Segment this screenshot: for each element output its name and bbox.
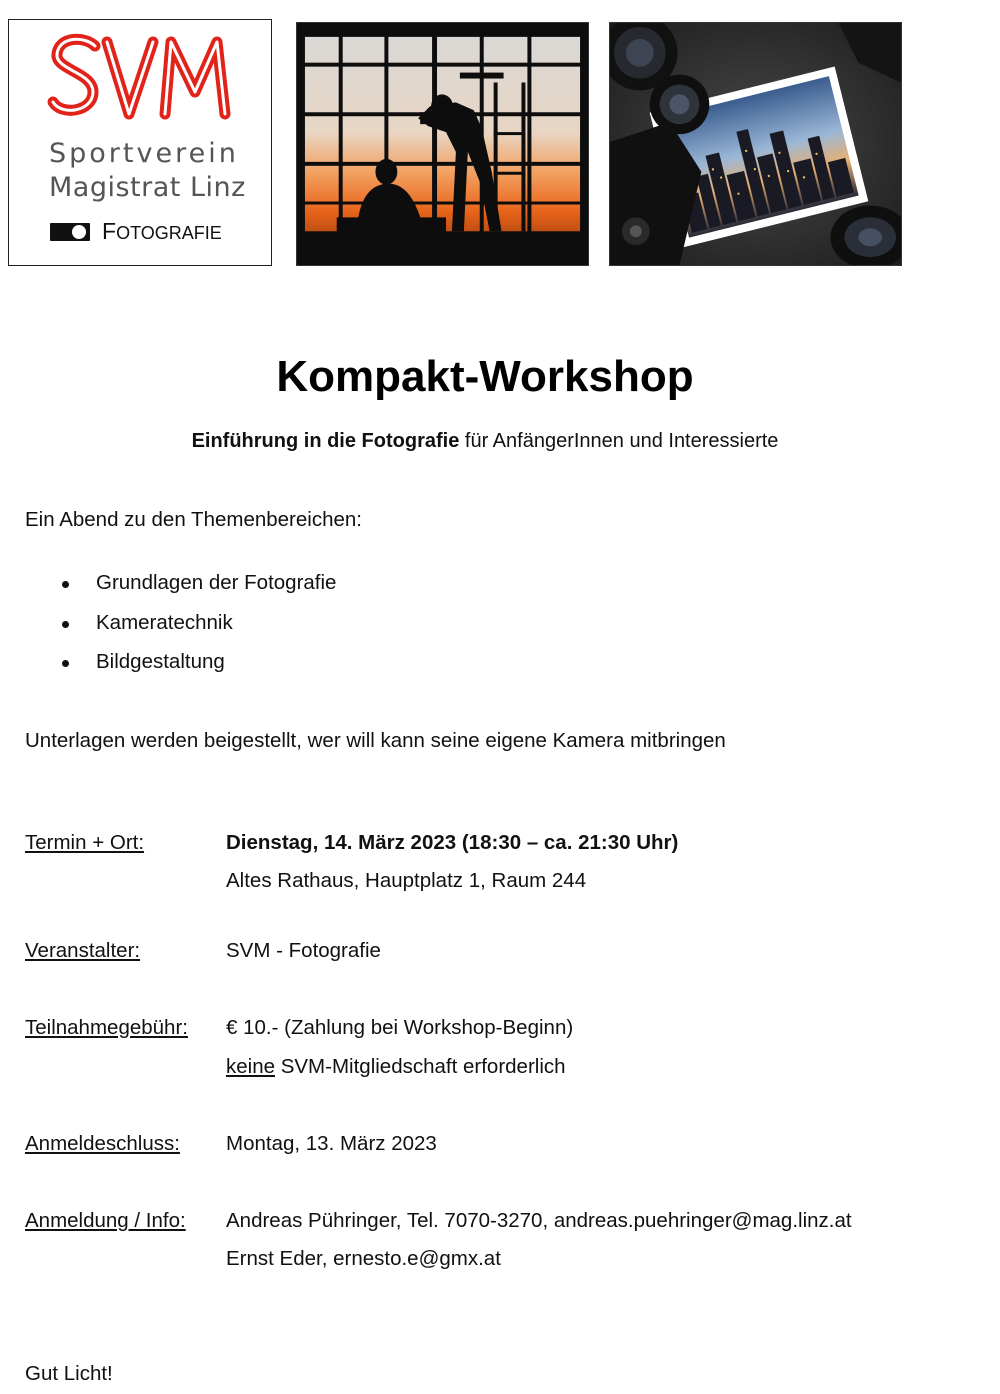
gebuehr-value: € 10.- (Zahlung bei Workshop-Beginn) xyxy=(226,1016,574,1039)
closing-text: Gut Licht! xyxy=(25,1362,113,1385)
logo-text-sportverein: Sportverein xyxy=(49,138,239,169)
anmeldeschluss-label: Anmeldeschluss: xyxy=(25,1132,180,1155)
subtitle xyxy=(0,430,970,453)
logo-text-magistrat: Magistrat Linz xyxy=(49,172,246,203)
membership-note xyxy=(226,1055,566,1079)
list-item: Grundlagen der Fotografie xyxy=(58,571,336,611)
list-item: Bildgestaltung xyxy=(58,650,336,690)
contact-line-2: Ernst Eder, ernesto.e@gmx.at xyxy=(226,1247,501,1270)
termin-place: Altes Rathaus, Hauptplatz 1, Raum 244 xyxy=(226,869,587,892)
toggle-icon xyxy=(50,223,90,241)
photographer-silhouette-photo xyxy=(296,22,589,266)
logo-foto-rest: OTOGRAFIE xyxy=(116,223,222,243)
contact-line-1: Andreas Pühringer, Tel. 7070-3270, andreas.puehringer@mag.linz.at xyxy=(226,1209,852,1232)
list-item: Kameratechnik xyxy=(58,611,336,651)
membership-note-underlined: keine xyxy=(226,1055,276,1078)
logo-text-fotografie xyxy=(102,218,222,245)
page-title: Kompakt-Workshop xyxy=(276,352,694,401)
anmeldung-label: Anmeldung / Info: xyxy=(25,1209,186,1232)
svm-logo xyxy=(8,19,272,266)
logo-foto-first: F xyxy=(102,218,117,244)
materials-text: Unterlagen werden beigestellt, wer will kann seine eigene Kamera mitbringen xyxy=(25,729,726,752)
camera-cityscape-photo xyxy=(609,22,902,266)
svm-logo-mark xyxy=(45,28,235,124)
termin-date: Dienstag, 14. März 2023 (18:30 – ca. 21:30 Uhr) xyxy=(226,831,679,854)
veranstalter-label: Veranstalter: xyxy=(25,939,141,962)
anmeldeschluss-value: Montag, 13. März 2023 xyxy=(226,1132,437,1155)
subtitle-rest: für AnfängerInnen und Interessierte xyxy=(459,430,779,452)
topic-list xyxy=(58,571,336,690)
veranstalter-value: SVM - Fotografie xyxy=(226,939,381,962)
intro-text: Ein Abend zu den Themenbereichen: xyxy=(25,508,362,531)
membership-note-rest: SVM-Mitgliedschaft erforderlich xyxy=(275,1055,566,1078)
subtitle-bold: Einführung in die Fotografie xyxy=(191,430,460,452)
termin-label: Termin + Ort: xyxy=(25,831,145,854)
gebuehr-label: Teilnahmegebühr: xyxy=(25,1016,188,1039)
